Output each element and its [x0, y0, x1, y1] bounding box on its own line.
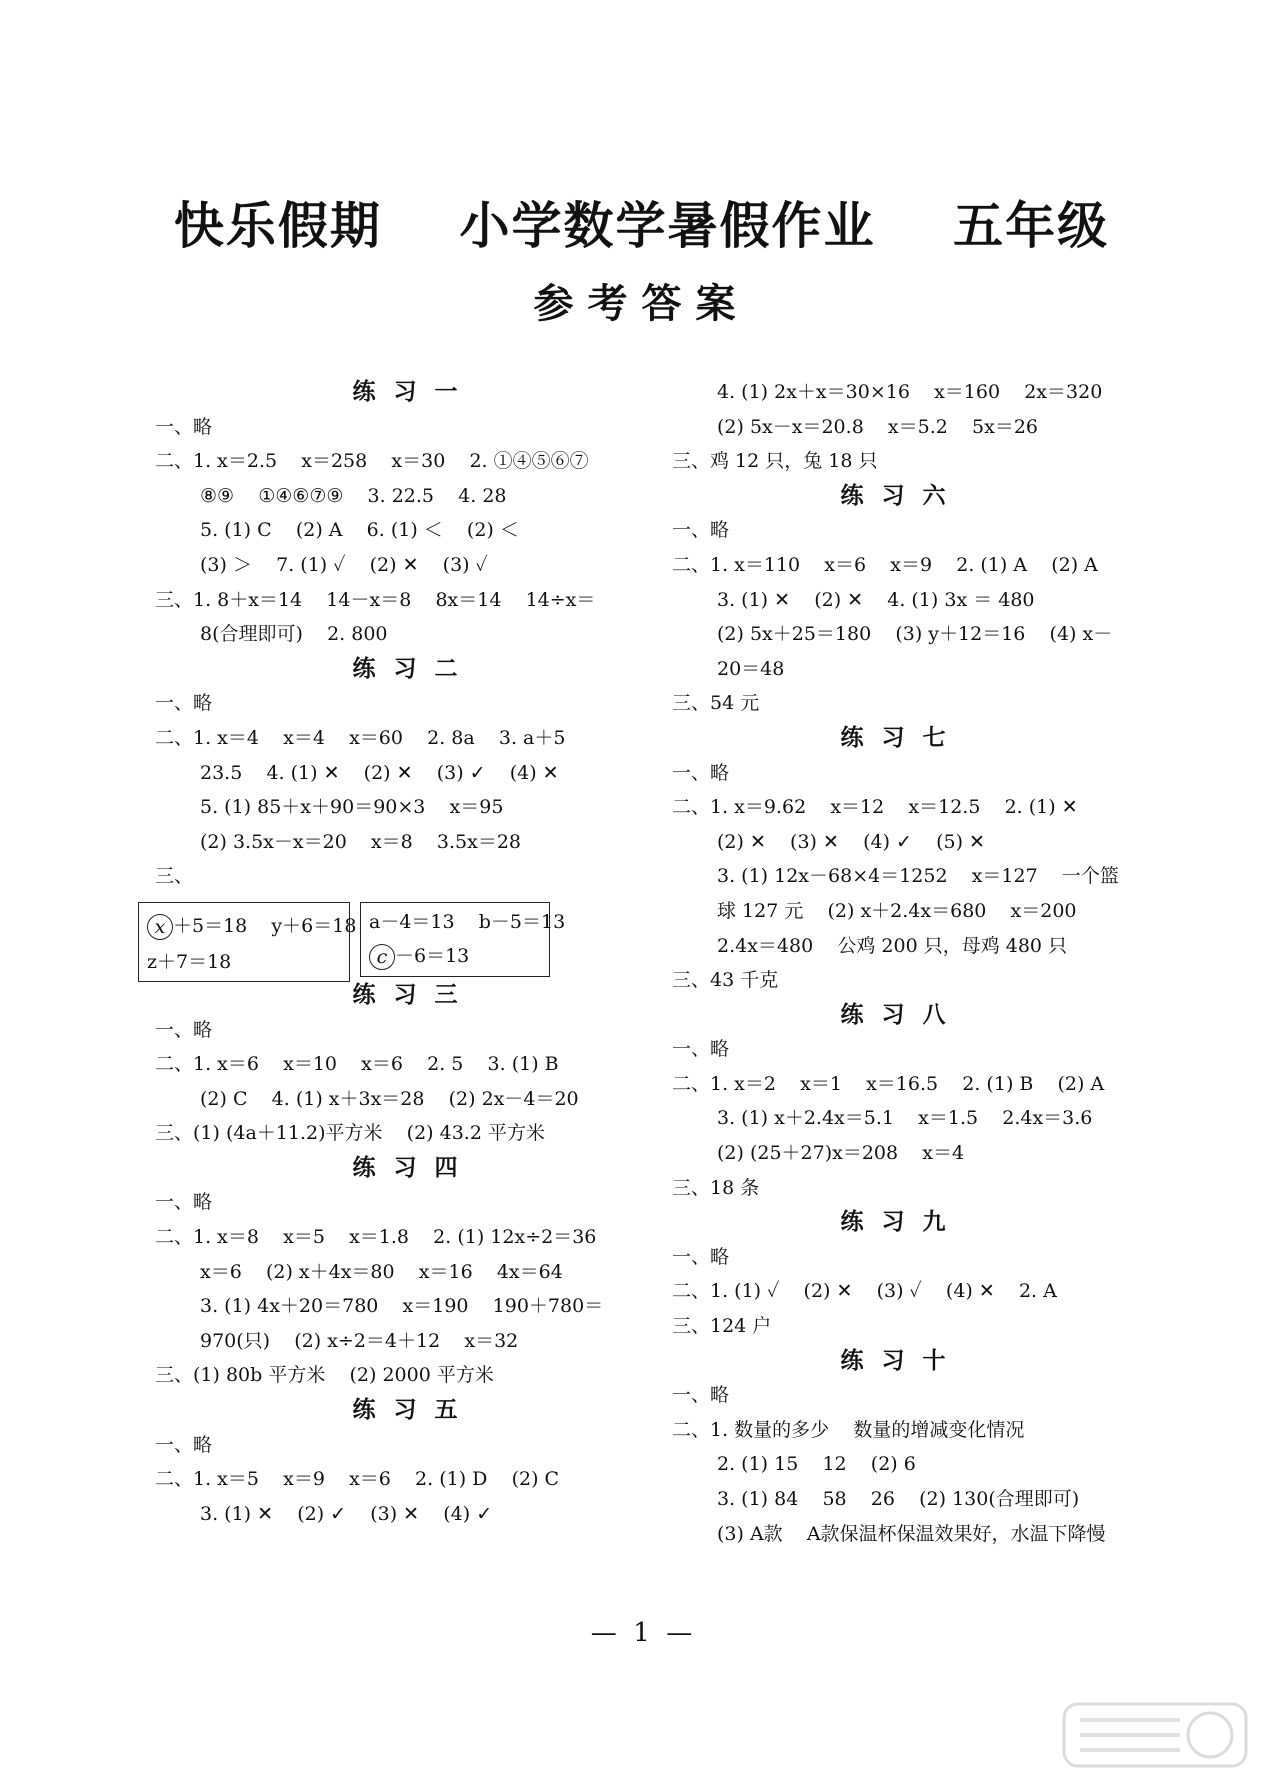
answer-line: 23.5 4. (1) ✕ (2) ✕ (3) ✓ (4) ✕ — [200, 761, 559, 784]
answer-line: 三、54 元 — [672, 692, 760, 715]
answer-line: 二、1. x＝6 x＝10 x＝6 2. 5 3. (1) B — [155, 1053, 559, 1076]
answer-line: 三、1. 8＋x＝14 14－x＝8 8x＝14 14÷x＝ — [155, 588, 596, 611]
equation-text: z＋7＝18 — [147, 950, 232, 973]
answer-line: 5. (1) 85＋x＋90＝90×3 x＝95 — [200, 796, 504, 819]
section-heading: 练习五 — [352, 1397, 476, 1424]
answer-line: 一、略 — [155, 1018, 213, 1041]
answer-line: 一、略 — [155, 1433, 213, 1456]
answer-line: 8(合理即可) 2. 800 — [200, 623, 388, 646]
equation-box-1 — [138, 902, 357, 982]
page-title: 快乐假期 小学数学暑假作业 五年级 — [173, 197, 1110, 255]
answer-line: 一、略 — [155, 692, 213, 715]
section-heading: 练习六 — [840, 482, 964, 509]
section-heading: 练习三 — [352, 981, 476, 1008]
right-column — [672, 375, 1132, 1551]
section-heading: 练习九 — [840, 1209, 964, 1236]
answer-line: 3. (1) 4x＋20＝780 x＝190 190＋780＝ — [200, 1295, 604, 1318]
section-heading: 练习八 — [840, 1001, 964, 1028]
answer-line: 二、1. 数量的多少 数量的增减变化情况 — [672, 1418, 1025, 1441]
answer-line: 三、43 千克 — [672, 969, 779, 992]
answer-line: 一、略 — [672, 1245, 730, 1268]
answer-line: 一、略 — [672, 1038, 730, 1061]
answer-line: 3. (1) ✕ (2) ✓ (3) ✕ (4) ✓ — [200, 1502, 493, 1525]
answer-line: 二、1. x＝2 x＝1 x＝16.5 2. (1) B (2) A — [672, 1072, 1105, 1095]
left-column — [147, 375, 665, 1531]
answer-line: 2.4x＝480 公鸡 200 只，母鸡 480 只 — [717, 934, 1068, 957]
section-heading: 练习二 — [352, 655, 476, 682]
section-heading: 练习十 — [840, 1347, 964, 1374]
equation-text: ＋5＝18 y＋6＝18 — [173, 914, 357, 937]
answer-line: 3. (1) x＋2.4x＝5.1 x＝1.5 2.4x＝3.6 — [717, 1107, 1093, 1130]
answer-line: (3) A款 A款保温杯保温效果好，水温下降慢 — [717, 1522, 1106, 1545]
section-heading: 练习一 — [352, 379, 476, 405]
answer-line: ⑧⑨ ①④⑥⑦⑨ 3. 22.5 4. 28 — [200, 484, 507, 507]
answer-line: 3. (1) ✕ (2) ✕ 4. (1) 3x ＝ 480 — [717, 588, 1035, 611]
answer-line: 三、18 条 — [672, 1176, 760, 1199]
answer-line: 2. (1) 15 12 (2) 6 — [717, 1453, 916, 1476]
answer-line: (3) ＞ 7. (1) ✓ (2) ✕ (3) ✓ — [200, 553, 488, 576]
answer-line: 二、1. x＝110 x＝6 x＝9 2. (1) A (2) A — [672, 553, 1098, 576]
answer-line: 970(只) (2) x÷2＝4＋12 x＝32 — [200, 1329, 519, 1352]
equation-text: －6＝13 — [395, 944, 470, 967]
answer-line: 二、1. (1) ✓ (2) ✕ (3) ✓ (4) ✕ 2. A — [672, 1280, 1057, 1303]
page-number: — 1 — — [590, 1618, 693, 1648]
equation-text: a－4＝13 b－5＝13 — [369, 910, 566, 933]
page-subtitle: 参考答案 — [533, 281, 750, 327]
answer-line: 二、1. x＝2.5 x＝258 x＝30 2. ①④⑤⑥⑦ — [155, 450, 589, 473]
answer-line: 一、略 — [155, 415, 213, 438]
answer-line: 一、略 — [672, 1384, 730, 1407]
answer-line: 一、略 — [155, 1191, 213, 1214]
answer-line: (2) (25＋27)x＝208 x＝4 — [717, 1142, 965, 1165]
answer-line: 一、略 — [672, 761, 730, 784]
equation-box-2 — [360, 902, 566, 977]
answer-line: x＝6 (2) x＋4x＝80 x＝16 4x＝64 — [200, 1260, 563, 1283]
equation-boxes — [147, 894, 665, 978]
answer-line: (2) 5x＋25＝180 (3) y＋12＝16 (4) x－ — [717, 623, 1113, 646]
circled-variable: x — [147, 914, 173, 940]
answer-line: (2) ✕ (3) ✕ (4) ✓ (5) ✕ — [717, 830, 985, 853]
answer-line: (2) C 4. (1) x＋3x＝28 (2) 2x－4＝20 — [200, 1087, 579, 1110]
answer-line: (2) 3.5x－x＝20 x＝8 3.5x＝28 — [200, 830, 522, 853]
circled-variable: c — [369, 944, 395, 970]
answer-line: 三、鸡 12 只，兔 18 只 — [672, 450, 878, 473]
answer-line: 4. (1) 2x＋x＝30×16 x＝160 2x＝320 — [717, 381, 1103, 403]
answer-line: (2) 5x－x＝20.8 x＝5.2 5x＝26 — [717, 415, 1039, 438]
answer-line: 3. (1) 12x－68×4＝1252 x＝127 一个篮 — [717, 865, 1119, 888]
answer-line: 二、1. x＝4 x＝4 x＝60 2. 8a 3. a＋5 — [155, 726, 566, 749]
answer-line: 三、(1) (4a＋11.2)平方米 (2) 43.2 平方米 — [155, 1122, 545, 1145]
answer-line: 3. (1) 84 58 26 (2) 130(合理即可) — [717, 1488, 1080, 1510]
answer-line: 球 127 元 (2) x＋2.4x＝680 x＝200 — [717, 899, 1077, 922]
watermark-stamp — [1060, 1700, 1250, 1770]
answer-line: 二、1. x＝5 x＝9 x＝6 2. (1) D (2) C — [155, 1468, 560, 1491]
answer-line: 5. (1) C (2) A 6. (1) ＜ (2) ＜ — [200, 519, 519, 542]
answer-line: 二、1. x＝9.62 x＝12 x＝12.5 2. (1) ✕ — [672, 796, 1078, 819]
answer-line: 20＝48 — [717, 657, 785, 680]
answer-line: 三、 — [155, 865, 194, 888]
section-heading: 练习七 — [840, 724, 964, 751]
answer-line: 二、1. x＝8 x＝5 x＝1.8 2. (1) 12x÷2＝36 — [155, 1226, 597, 1249]
answer-line: 三、124 户 — [672, 1315, 772, 1338]
answer-line: 三、(1) 80b 平方米 (2) 2000 平方米 — [155, 1364, 494, 1387]
answer-line: 一、略 — [672, 519, 730, 542]
section-heading: 练习四 — [352, 1154, 476, 1181]
